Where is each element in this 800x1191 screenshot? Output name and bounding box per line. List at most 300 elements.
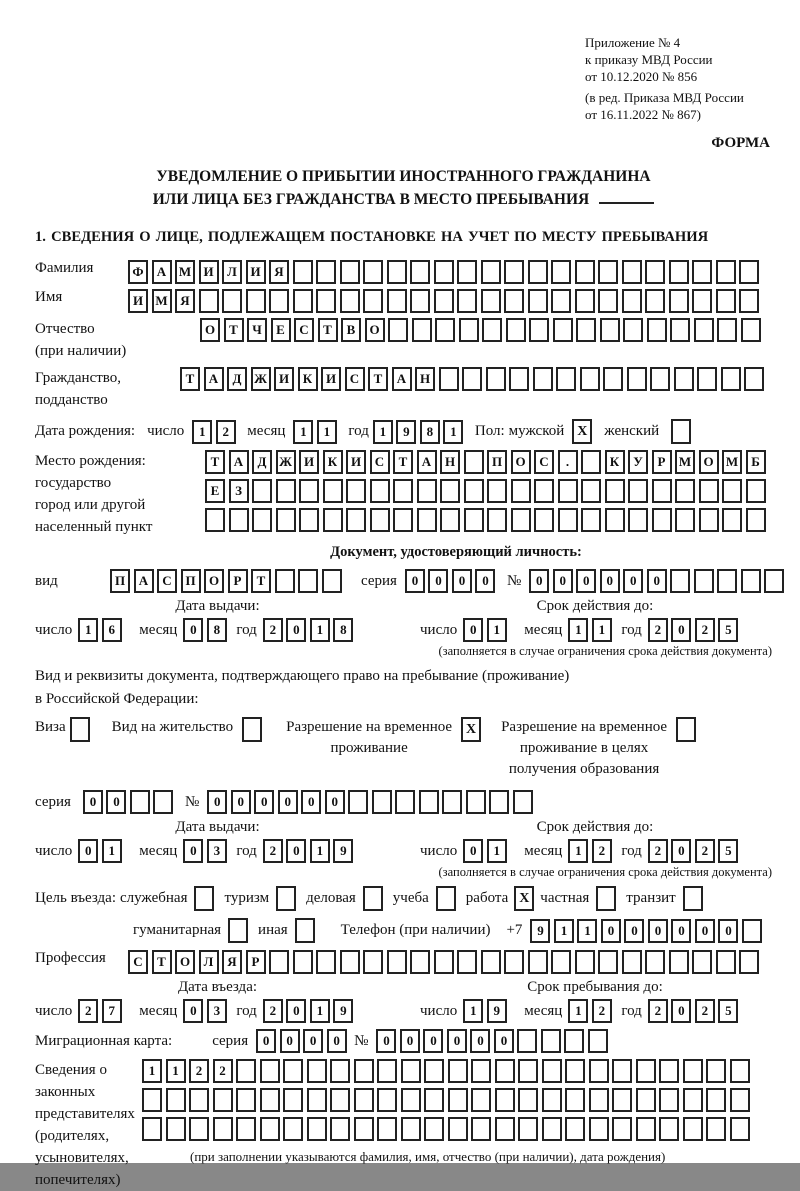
char-cell[interactable]: 0 [623,569,643,593]
char-cell[interactable]: 0 [600,569,620,593]
char-cell[interactable]: 2 [648,839,668,863]
char-cell[interactable] [372,790,392,814]
char-cell[interactable] [741,318,761,342]
char-cell[interactable] [518,1117,538,1141]
char-cell[interactable] [742,919,762,943]
char-cell[interactable]: 1 [78,618,98,642]
char-cell[interactable] [746,508,766,532]
char-cell[interactable] [518,1088,538,1112]
char-cell[interactable] [600,318,620,342]
char-cell[interactable] [260,1059,280,1083]
char-cell[interactable] [670,569,690,593]
char-cell[interactable] [229,508,249,532]
char-cell[interactable] [448,1088,468,1112]
char-cell[interactable] [340,950,360,974]
char-cell[interactable]: Р [652,450,672,474]
char-cell[interactable]: 1 [102,839,122,863]
purpose-work-checkbox[interactable]: X [514,886,534,911]
char-cell[interactable] [636,1117,656,1141]
char-cell[interactable]: Т [224,318,244,342]
char-cell[interactable]: 0 [647,569,667,593]
char-cell[interactable] [293,260,313,284]
char-cell[interactable]: 1 [568,839,588,863]
char-cell[interactable]: 0 [327,1029,347,1053]
char-cell[interactable]: М [722,450,742,474]
char-cell[interactable]: 0 [553,569,573,593]
char-cell[interactable]: 1 [373,420,393,444]
char-cell[interactable] [659,1117,679,1141]
char-cell[interactable] [346,508,366,532]
char-cell[interactable] [517,1029,537,1053]
char-cell[interactable]: Т [152,950,172,974]
char-cell[interactable] [417,479,437,503]
char-cell[interactable] [699,479,719,503]
char-cell[interactable] [741,569,761,593]
char-cell[interactable]: 0 [423,1029,443,1053]
char-cell[interactable] [424,1117,444,1141]
char-cell[interactable] [299,479,319,503]
char-cell[interactable]: 0 [452,569,472,593]
char-cell[interactable] [551,950,571,974]
char-cell[interactable]: 1 [568,618,588,642]
char-cell[interactable] [622,950,642,974]
char-cell[interactable] [589,1059,609,1083]
char-cell[interactable]: 0 [463,618,483,642]
char-cell[interactable] [730,1117,750,1141]
char-cell[interactable]: 8 [207,618,227,642]
char-cell[interactable] [692,260,712,284]
char-cell[interactable] [645,950,665,974]
char-cell[interactable] [130,790,150,814]
char-cell[interactable]: Ф [128,260,148,284]
char-cell[interactable] [511,479,531,503]
char-cell[interactable] [509,367,529,391]
char-cell[interactable] [504,260,524,284]
char-cell[interactable] [722,479,742,503]
char-cell[interactable]: И [246,260,266,284]
char-cell[interactable]: И [274,367,294,391]
char-cell[interactable]: С [345,367,365,391]
char-cell[interactable] [598,289,618,313]
sex-female-checkbox[interactable] [671,419,691,444]
char-cell[interactable]: К [323,450,343,474]
char-cell[interactable]: 0 [278,790,298,814]
char-cell[interactable] [275,569,295,593]
char-cell[interactable]: 2 [78,999,98,1023]
char-cell[interactable]: В [341,318,361,342]
char-cell[interactable]: . [558,450,578,474]
char-cell[interactable] [448,1059,468,1083]
char-cell[interactable] [293,289,313,313]
char-cell[interactable]: О [365,318,385,342]
char-cell[interactable]: 9 [333,839,353,863]
char-cell[interactable]: Е [271,318,291,342]
char-cell[interactable] [213,1117,233,1141]
char-cell[interactable] [440,479,460,503]
char-cell[interactable] [354,1059,374,1083]
char-cell[interactable] [417,508,437,532]
char-cell[interactable] [440,508,460,532]
char-cell[interactable]: 2 [263,999,283,1023]
char-cell[interactable]: 0 [428,569,448,593]
char-cell[interactable] [659,1059,679,1083]
char-cell[interactable]: 0 [475,569,495,593]
char-cell[interactable] [622,260,642,284]
char-cell[interactable]: Р [228,569,248,593]
char-cell[interactable]: Т [368,367,388,391]
char-cell[interactable] [471,1117,491,1141]
char-cell[interactable]: 0 [624,919,644,943]
char-cell[interactable]: 0 [78,839,98,863]
char-cell[interactable] [551,289,571,313]
char-cell[interactable] [669,260,689,284]
char-cell[interactable] [153,790,173,814]
char-cell[interactable]: 0 [695,919,715,943]
char-cell[interactable] [675,479,695,503]
char-cell[interactable]: 1 [310,839,330,863]
char-cell[interactable] [340,289,360,313]
char-cell[interactable]: М [675,450,695,474]
char-cell[interactable] [565,1088,585,1112]
char-cell[interactable] [605,508,625,532]
purpose-business-checkbox[interactable] [363,886,383,911]
char-cell[interactable] [730,1088,750,1112]
char-cell[interactable] [377,1088,397,1112]
char-cell[interactable]: 1 [293,420,313,444]
char-cell[interactable] [283,1059,303,1083]
char-cell[interactable] [652,508,672,532]
char-cell[interactable]: 0 [671,618,691,642]
char-cell[interactable] [410,289,430,313]
char-cell[interactable]: 0 [106,790,126,814]
char-cell[interactable] [683,1117,703,1141]
char-cell[interactable]: 5 [718,999,738,1023]
char-cell[interactable] [551,260,571,284]
char-cell[interactable]: 0 [447,1029,467,1053]
char-cell[interactable] [459,318,479,342]
char-cell[interactable] [636,1059,656,1083]
char-cell[interactable]: 2 [695,618,715,642]
char-cell[interactable]: П [487,450,507,474]
char-cell[interactable] [675,508,695,532]
char-cell[interactable] [269,289,289,313]
char-cell[interactable] [363,260,383,284]
char-cell[interactable]: 8 [333,618,353,642]
char-cell[interactable] [692,950,712,974]
char-cell[interactable] [694,318,714,342]
char-cell[interactable]: 5 [718,618,738,642]
char-cell[interactable]: 2 [648,999,668,1023]
char-cell[interactable] [464,508,484,532]
char-cell[interactable] [298,569,318,593]
char-cell[interactable] [457,260,477,284]
char-cell[interactable] [236,1059,256,1083]
char-cell[interactable] [529,318,549,342]
char-cell[interactable]: Л [199,950,219,974]
char-cell[interactable] [565,1117,585,1141]
char-cell[interactable] [652,479,672,503]
char-cell[interactable] [471,1088,491,1112]
char-cell[interactable] [260,1088,280,1112]
char-cell[interactable]: Н [440,450,460,474]
char-cell[interactable] [370,508,390,532]
char-cell[interactable] [645,289,665,313]
char-cell[interactable]: 0 [256,1029,276,1053]
char-cell[interactable]: 1 [577,919,597,943]
char-cell[interactable] [283,1088,303,1112]
char-cell[interactable] [393,508,413,532]
char-cell[interactable]: 2 [592,839,612,863]
char-cell[interactable] [387,950,407,974]
char-cell[interactable]: Я [222,950,242,974]
char-cell[interactable] [387,289,407,313]
char-cell[interactable] [316,289,336,313]
sex-male-checkbox[interactable]: X [572,419,592,444]
char-cell[interactable] [323,479,343,503]
char-cell[interactable] [706,1117,726,1141]
char-cell[interactable] [589,1088,609,1112]
char-cell[interactable]: Л [222,260,242,284]
char-cell[interactable] [457,289,477,313]
purpose-other-checkbox[interactable] [295,918,315,943]
char-cell[interactable]: О [204,569,224,593]
char-cell[interactable] [528,260,548,284]
char-cell[interactable]: 1 [192,420,212,444]
char-cell[interactable]: Т [393,450,413,474]
char-cell[interactable] [730,1059,750,1083]
char-cell[interactable]: 0 [529,569,549,593]
char-cell[interactable] [528,950,548,974]
char-cell[interactable] [481,289,501,313]
char-cell[interactable] [558,479,578,503]
char-cell[interactable] [636,1088,656,1112]
char-cell[interactable]: М [152,289,172,313]
char-cell[interactable] [645,260,665,284]
char-cell[interactable] [464,479,484,503]
char-cell[interactable]: Д [252,450,272,474]
char-cell[interactable]: 0 [301,790,321,814]
char-cell[interactable]: М [175,260,195,284]
char-cell[interactable] [236,1117,256,1141]
char-cell[interactable]: Б [746,450,766,474]
char-cell[interactable]: С [370,450,390,474]
char-cell[interactable]: 0 [400,1029,420,1053]
char-cell[interactable]: Я [269,260,289,284]
char-cell[interactable] [307,1088,327,1112]
char-cell[interactable] [489,790,509,814]
char-cell[interactable]: 1 [317,420,337,444]
char-cell[interactable] [598,260,618,284]
char-cell[interactable] [504,950,524,974]
char-cell[interactable] [558,508,578,532]
char-cell[interactable] [581,479,601,503]
char-cell[interactable]: 0 [718,919,738,943]
char-cell[interactable]: У [628,450,648,474]
char-cell[interactable]: 0 [671,919,691,943]
char-cell[interactable]: 0 [303,1029,323,1053]
char-cell[interactable]: П [110,569,130,593]
char-cell[interactable] [457,950,477,974]
char-cell[interactable]: И [346,450,366,474]
char-cell[interactable]: К [298,367,318,391]
char-cell[interactable] [603,367,623,391]
char-cell[interactable]: 0 [671,999,691,1023]
temp-residence-edu-checkbox[interactable] [676,717,696,742]
char-cell[interactable] [495,1059,515,1083]
char-cell[interactable] [354,1088,374,1112]
char-cell[interactable]: 7 [102,999,122,1023]
char-cell[interactable] [564,1029,584,1053]
char-cell[interactable] [565,1059,585,1083]
char-cell[interactable]: 1 [487,618,507,642]
char-cell[interactable]: О [175,950,195,974]
char-cell[interactable] [439,367,459,391]
char-cell[interactable] [721,367,741,391]
char-cell[interactable] [699,508,719,532]
char-cell[interactable] [276,508,296,532]
char-cell[interactable] [669,950,689,974]
char-cell[interactable]: 9 [530,919,550,943]
char-cell[interactable] [623,318,643,342]
char-cell[interactable]: И [299,450,319,474]
char-cell[interactable] [706,1059,726,1083]
char-cell[interactable] [692,289,712,313]
char-cell[interactable]: 2 [216,420,236,444]
char-cell[interactable] [628,508,648,532]
char-cell[interactable] [246,289,266,313]
char-cell[interactable]: Н [415,367,435,391]
char-cell[interactable] [739,950,759,974]
char-cell[interactable] [307,1117,327,1141]
char-cell[interactable]: 0 [286,618,306,642]
char-cell[interactable] [612,1117,632,1141]
char-cell[interactable]: 2 [695,999,715,1023]
char-cell[interactable]: К [605,450,625,474]
char-cell[interactable] [622,289,642,313]
char-cell[interactable]: Ж [251,367,271,391]
char-cell[interactable] [166,1088,186,1112]
char-cell[interactable] [534,508,554,532]
char-cell[interactable] [346,479,366,503]
temp-residence-checkbox[interactable]: X [461,717,481,742]
char-cell[interactable]: 0 [231,790,251,814]
char-cell[interactable] [487,479,507,503]
char-cell[interactable] [504,289,524,313]
char-cell[interactable]: 1 [142,1059,162,1083]
char-cell[interactable] [581,450,601,474]
char-cell[interactable]: С [157,569,177,593]
purpose-official-checkbox[interactable] [194,886,214,911]
char-cell[interactable]: 1 [463,999,483,1023]
char-cell[interactable]: О [200,318,220,342]
char-cell[interactable] [674,367,694,391]
char-cell[interactable]: И [128,289,148,313]
char-cell[interactable] [669,289,689,313]
char-cell[interactable]: 9 [396,420,416,444]
char-cell[interactable]: 0 [183,999,203,1023]
char-cell[interactable] [716,289,736,313]
char-cell[interactable]: 0 [405,569,425,593]
char-cell[interactable]: 0 [648,919,668,943]
char-cell[interactable] [377,1117,397,1141]
char-cell[interactable]: 3 [207,839,227,863]
char-cell[interactable] [534,479,554,503]
char-cell[interactable] [424,1059,444,1083]
char-cell[interactable]: Ж [276,450,296,474]
char-cell[interactable] [683,1088,703,1112]
char-cell[interactable] [354,1117,374,1141]
char-cell[interactable] [533,367,553,391]
char-cell[interactable] [388,318,408,342]
char-cell[interactable] [252,508,272,532]
char-cell[interactable]: 2 [592,999,612,1023]
char-cell[interactable]: Р [246,950,266,974]
char-cell[interactable]: З [229,479,249,503]
char-cell[interactable]: 2 [213,1059,233,1083]
char-cell[interactable] [694,569,714,593]
char-cell[interactable] [481,950,501,974]
char-cell[interactable]: 0 [494,1029,514,1053]
char-cell[interactable] [612,1059,632,1083]
char-cell[interactable] [487,508,507,532]
char-cell[interactable] [462,367,482,391]
char-cell[interactable]: 1 [443,420,463,444]
char-cell[interactable] [486,367,506,391]
char-cell[interactable] [410,950,430,974]
char-cell[interactable]: 0 [280,1029,300,1053]
char-cell[interactable] [746,479,766,503]
char-cell[interactable]: О [699,450,719,474]
char-cell[interactable] [393,479,413,503]
char-cell[interactable]: Е [205,479,225,503]
char-cell[interactable] [511,508,531,532]
char-cell[interactable] [199,289,219,313]
purpose-tourism-checkbox[interactable] [276,886,296,911]
char-cell[interactable] [348,790,368,814]
visa-checkbox[interactable] [70,717,90,742]
char-cell[interactable] [495,1117,515,1141]
residence-permit-checkbox[interactable] [242,717,262,742]
char-cell[interactable] [471,1059,491,1083]
char-cell[interactable]: 0 [207,790,227,814]
char-cell[interactable] [575,289,595,313]
char-cell[interactable] [542,1117,562,1141]
char-cell[interactable] [363,289,383,313]
char-cell[interactable]: 6 [102,618,122,642]
char-cell[interactable] [412,318,432,342]
char-cell[interactable] [434,260,454,284]
char-cell[interactable]: 1 [568,999,588,1023]
char-cell[interactable] [553,318,573,342]
char-cell[interactable] [330,1059,350,1083]
char-cell[interactable]: 1 [310,999,330,1023]
char-cell[interactable] [575,260,595,284]
char-cell[interactable]: 1 [592,618,612,642]
char-cell[interactable]: С [128,950,148,974]
char-cell[interactable] [764,569,784,593]
char-cell[interactable] [166,1117,186,1141]
char-cell[interactable] [142,1117,162,1141]
char-cell[interactable]: 0 [254,790,274,814]
char-cell[interactable] [627,367,647,391]
char-cell[interactable] [717,569,737,593]
char-cell[interactable] [189,1088,209,1112]
char-cell[interactable]: Т [205,450,225,474]
char-cell[interactable] [542,1059,562,1083]
char-cell[interactable]: И [199,260,219,284]
char-cell[interactable] [670,318,690,342]
char-cell[interactable] [598,950,618,974]
